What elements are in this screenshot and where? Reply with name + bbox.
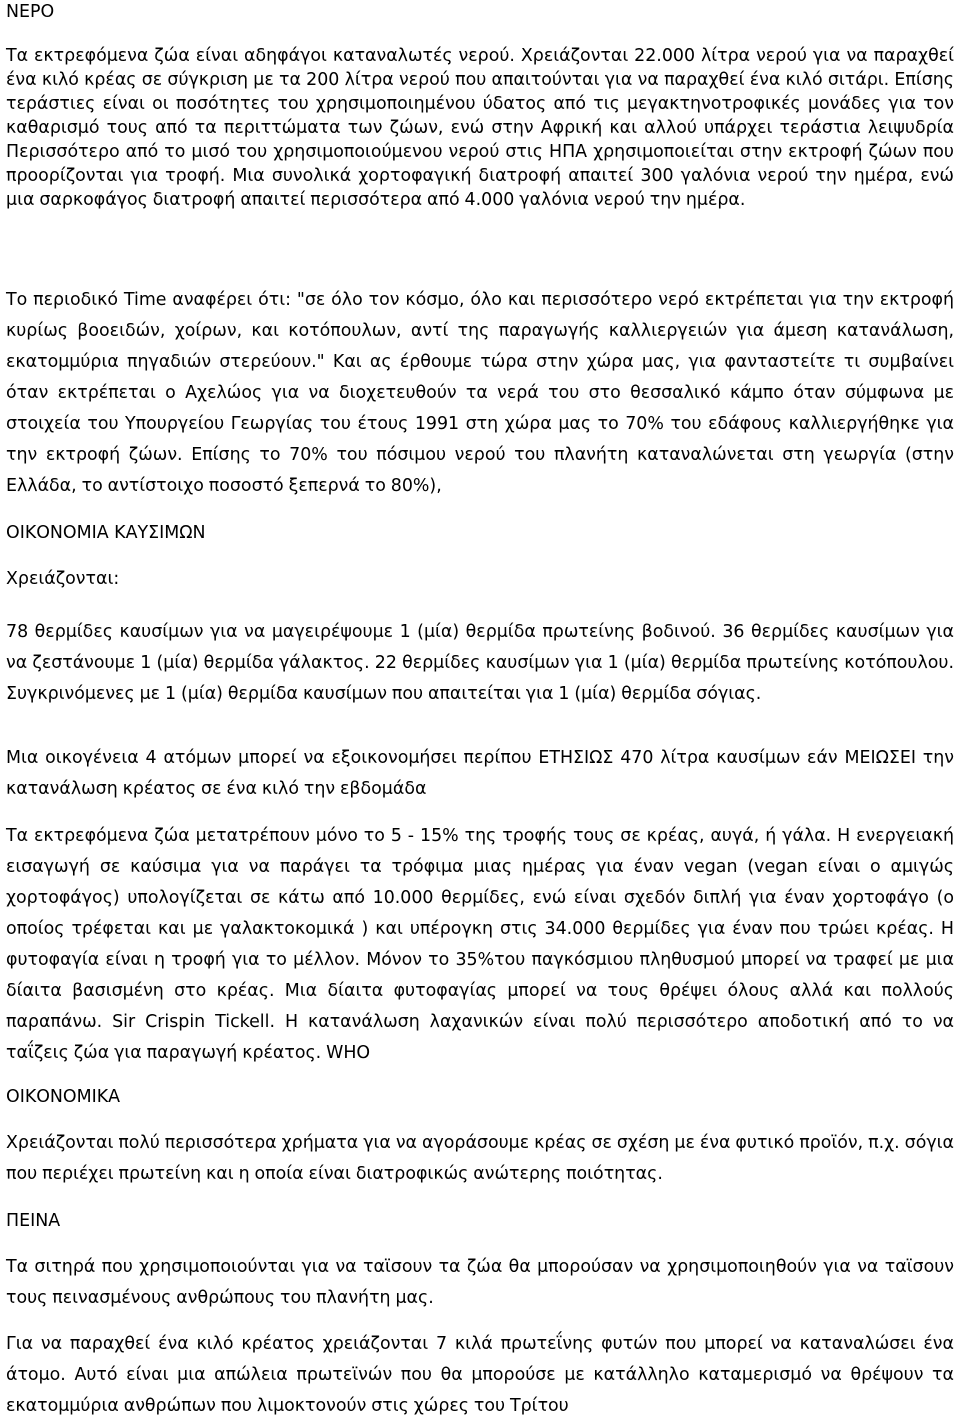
- paragraph-time-magazine: Το περιοδικό Time αναφέρει ότι: "σε όλο τον κόσμο, όλο και περισσότερο νερό εκτρέπεται για την εκτροφή κυρίως βοοειδών, χοίρων, και κοτόπουλων, αντί της παραγωγής καλλιεργειών για άμεση κατανάλωση, εκατομμύρια πηγαδιών στερεύουν." Και ας έρθουμε τώρα στην χώρα μας, για φανταστείτε τι συμβαίνει όταν εκτρέπεται ο Αχελώος για να διοχετευθούν τα νερά του στο θεσσαλικό κάμπο όταν σύμφωνα με στοιχεία του Υπουργείου Γεωργίας του έτους 1991 στη χώρα μας το 70% του εδάφους καλλιεργήθηκε για την εκτροφή ζώων. Επίσης το 70% του πόσιμου νερού του πλανήτη καταναλώνεται στη γεωργία (στην Ελλάδα, το αντίστοιχο ποσοστό ξεπερνά το 80%),: [6, 290, 954, 496]
- section-heading-hunger: ΠΕΙΝΑ: [6, 1211, 61, 1231]
- section-heading-water: ΝΕΡΟ: [6, 2, 55, 22]
- section-heading-economics: ΟΙΚΟΝΟΜΙΚΑ: [6, 1087, 121, 1107]
- paragraph-cost: Χρειάζονται πολύ περισσότερα χρήματα για να αγοράσουμε κρέας σε σχέση με ένα φυτικό προϊόν, π.χ. σόγια που περιέχει πρωτείνη και η οποία είναι διατροφικώς ανώτερης ποιότητας.: [6, 1133, 954, 1184]
- paragraph-grain-feed: Τα σιτηρά που χρησιμοποιούνται για να ταϊσουν τα ζώα θα μπορούσαν να χρησιμοποιηθούν για να ταϊσουν τους πεινασμένους ανθρώπους του πλανήτη μας.: [6, 1257, 954, 1308]
- paragraph-fuel-calories: 78 θερμίδες καυσίμων για να μαγειρέψουμε 1 (μία) θερμίδα πρωτείνης βοδινού. 36 θερμίδες καυσίμων για να ζεστάνουμε 1 (μία) θερμίδα γάλακτος. 22 θερμίδες καυσίμων για 1 (μία) θερμίδα πρωτείνης κοτόπουλου. Συγκρινόμενες με 1 (μία) θερμίδα καυσίμων που απαιτείται για 1 (μία) θερμίδα σόγιας.: [6, 622, 954, 704]
- paragraph-protein-loss: Για να παραχθεί ένα κιλό κρέατος χρειάζονται 7 κιλά πρωτεΐνης φυτών που μπορεί να καταναλώσει ένα άτομο. Αυτό είναι μια απώλεια πρωτεϊνών που θα μπορούσε με κατάλληλο καταμερισμό να θρέψουν τα εκατομμύρια ανθρώπων που λιμοκτονούν στις χώρες του Τρίτου: [6, 1334, 954, 1416]
- paragraph-conversion-efficiency: Τα εκτρεφόμενα ζώα μετατρέπουν μόνο το 5 - 15% της τροφής τους σε κρέας, αυγά, ή γάλα. Η ενεργειακή εισαγωγή σε καύσιμα για να παράγει τα τρόφιμα μιας ημέρας για έναν vegan (vegan είναι ο αμιγώς χορτοφάγος) υπολογίζεται σε κάτω από 10.000 θερμίδες, ενώ είναι σχεδόν διπλή για έναν χορτοφάγο (ο οποίος τρέφεται και με γαλακτοκομικά ) και υπέρογκη στις 34.000 θερμίδες για έναν που τρώει κρέας. Η φυτοφαγία είναι η τροφή για το μέλλον. Μόνον το 35%του παγκόσμιου πληθυσμού μπορεί να τραφεί με μια δίαιτα βασισμένη στο κρέας. Μια δίαιτα φυτοφαγίας μπορεί να τους θρέψει όλους αλλά και πολλούς παραπάνω. Sir Crispin Tickell. Η κατανάλωση λαχανικών είναι πολύ περισσότερο αποδοτική από το να ταΐζεις ζώα για παραγωγή κρέατος. WHO: [6, 826, 954, 1063]
- paragraph-water-usage: Τα εκτρεφόμενα ζώα είναι αδηφάγοι καταναλωτές νερού. Χρειάζονται 22.000 λίτρα νερού για να παραχθεί ένα κιλό κρέας σε σύγκριση με τα 200 λίτρα νερού που απαιτούνται για να παραχθεί ένα κιλό σιτάρι. Επίσης τεράστιες είναι οι ποσότητες του χρησιμοποιημένου ύδατος από τις μεγακτηνοτροφικές μονάδες για τον καθαρισμό τους από τα περιττώματα των ζώων, ενώ στην Αφρική και αλλού υπάρχει τεράστια λειψυδρία Περισσότερο από το μισό του χρησιμοποιούμενου νερού στις ΗΠΑ χρησιμοποιείται στην εκτροφή ζώων που προορίζονται για τροφή. Μια συνολικά χορτοφαγική διατροφή απαιτεί 300 γαλόνια νερού την ημέρα, ενώ μια σαρκοφάγος διατροφή απαιτεί περισσότερα από 4.000 γαλόνια νερού την ημέρα.: [6, 46, 954, 210]
- paragraph-family-savings: Μια οικογένεια 4 ατόμων μπορεί να εξοικονομήσει περίπου ΕΤΗΣΙΩΣ 470 λίτρα καυσίμων εάν ΜΕΙΩΣΕΙ την κατανάλωση κρέατος σε ένα κιλό την εβδομάδα: [6, 748, 954, 799]
- section-heading-fuel-economy: ΟΙΚΟΝΟΜΙΑ ΚΑΥΣΙΜΩΝ: [6, 523, 206, 543]
- paragraph-needed: Χρειάζονται:: [6, 569, 120, 589]
